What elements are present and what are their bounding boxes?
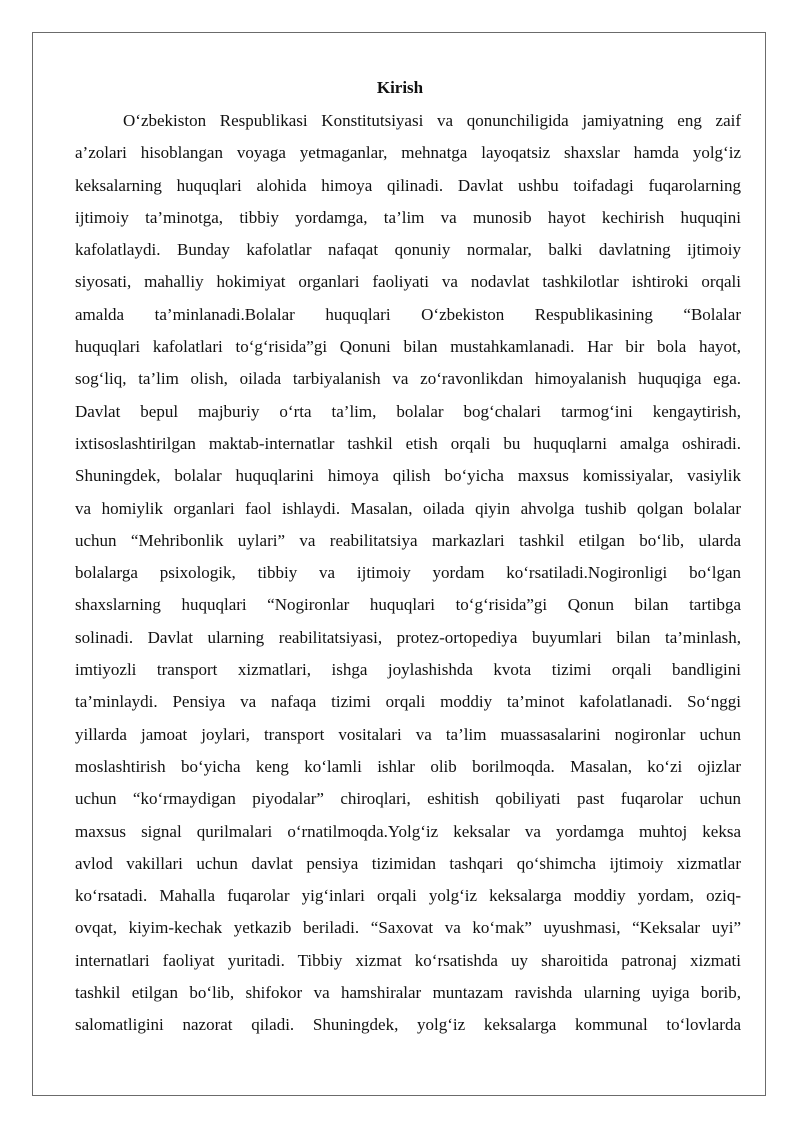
text-line: ta’minlaydi. Pensiya va nafaqa tizimi orqali moddiy ta’minot kafolatlanadi. So‘nggi [75, 692, 741, 712]
text-line: shaxslarning huquqlari “Nogironlar huquqlari to‘g‘risida”gi Qonun bilan tartibga [75, 595, 741, 615]
text-line: Shuningdek, bolalar huquqlarini himoya qilish bo‘yicha maxsus komissiyalar, vasiylik [75, 466, 741, 486]
text-line: uchun “Mehribonlik uylari” va reabilitatsiya markazlari tashkil etilgan bo‘lib, ularda [75, 530, 741, 550]
text-line: solinadi. Davlat ularning reabilitatsiyasi, protez-ortopediya buyumlari bilan ta’minlash, [75, 627, 741, 647]
text-line: yillarda jamoat joylari, transport vositalari va ta’lim muassasalarini nogironlar uchun [75, 724, 741, 744]
text-line: a’zolari hisoblangan voyaga yetmaganlar, mehnatga layoqatsiz shaxslar hamda yolg‘iz [75, 143, 741, 163]
text-line: ovqat, kiyim-kechak yetkazib beriladi. “Saxovat va ko‘mak” uyushmasi, “Keksalar uyi” [75, 918, 741, 938]
text-line: O‘zbekiston Respublikasi Konstitutsiyasi va qonunchiligida jamiyatning eng zaif [123, 111, 741, 130]
text-line: siyosati, mahalliy hokimiyat organlari faoliyati va nodavlat tashkilotlar ishtiroki orqali [75, 272, 741, 292]
text-line: bolalarga psixologik, tibbiy va ijtimoiy yordam ko‘rsatiladi.Nogironligi bo‘lgan [75, 563, 741, 583]
text-line: sog‘liq, ta’lim olish, oilada tarbiyalanish va zo‘ravonlikdan himoyalanish huquqiga ega. [75, 369, 741, 389]
body-text [75, 105, 741, 1042]
text-line: huquqlari kafolatlari to‘g‘risida”gi Qonuni bilan mustahkamlanadi. Har bir bola hayot, [75, 337, 741, 357]
text-line: keksalarning huquqlari alohida himoya qilinadi. Davlat ushbu toifadagi fuqarolarning [75, 175, 741, 195]
text-line: maxsus signal qurilmalari o‘rnatilmoqda.Yolg‘iz keksalar va yordamga muhtoj keksa [75, 821, 741, 841]
text-line: salomatligini nazorat qiladi. Shuningdek, yolg‘iz keksalarga kommunal to‘lovlarda [75, 1015, 741, 1035]
text-line: amalda ta’minlanadi.Bolalar huquqlari O‘zbekiston Respublikasining “Bolalar [75, 304, 741, 324]
text-line: tashkil etilgan bo‘lib, shifokor va hamshiralar muntazam ravishda ularning uyiga borib, [75, 983, 741, 1003]
text-line: ko‘rsatadi. Mahalla fuqarolar yig‘inlari orqali yolg‘iz keksalarga moddiy yordam, oziq- [75, 886, 741, 906]
text-line: avlod vakillari uchun davlat pensiya tizimidan tashqari qo‘shimcha ijtimoiy xizmatlar [75, 853, 741, 873]
text-line: moslashtirish bo‘yicha keng ko‘lamli ishlar olib borilmoqda. Masalan, ko‘zi ojizlar [75, 756, 741, 776]
text-line: va homiylik organlari faol ishlaydi. Masalan, oilada qiyin ahvolga tushib qolgan bolalar [75, 498, 741, 518]
text-line: uchun “ko‘rmaydigan piyodalar” chiroqlari, eshitish qobiliyati past fuqarolar uchun [75, 789, 741, 809]
text-line: Davlat bepul majburiy o‘rta ta’lim, bolalar bog‘chalari tarmog‘ini kengaytirish, [75, 401, 741, 421]
page-heading: Kirish [376, 78, 424, 97]
text-line: imtiyozli transport xizmatlari, ishga joylashishda kvota tizimi orqali bandligini [75, 660, 741, 680]
text-line: ixtisoslashtirilgan maktab-internatlar tashkil etish orqali bu huquqlarni amalga oshiradi. [75, 433, 741, 453]
text-line: kafolatlaydi. Bunday kafolatlar nafaqat qonuniy normalar, balki davlatning ijtimoiy [75, 240, 741, 260]
text-line: internatlari faoliyat yuritadi. Tibbiy xizmat ko‘rsatishda uy sharoitida patronaj xizmati [75, 950, 741, 970]
text-line: ijtimoiy ta’minotga, tibbiy yordamga, ta’lim va munosib hayot kechirish huquqini [75, 207, 741, 227]
